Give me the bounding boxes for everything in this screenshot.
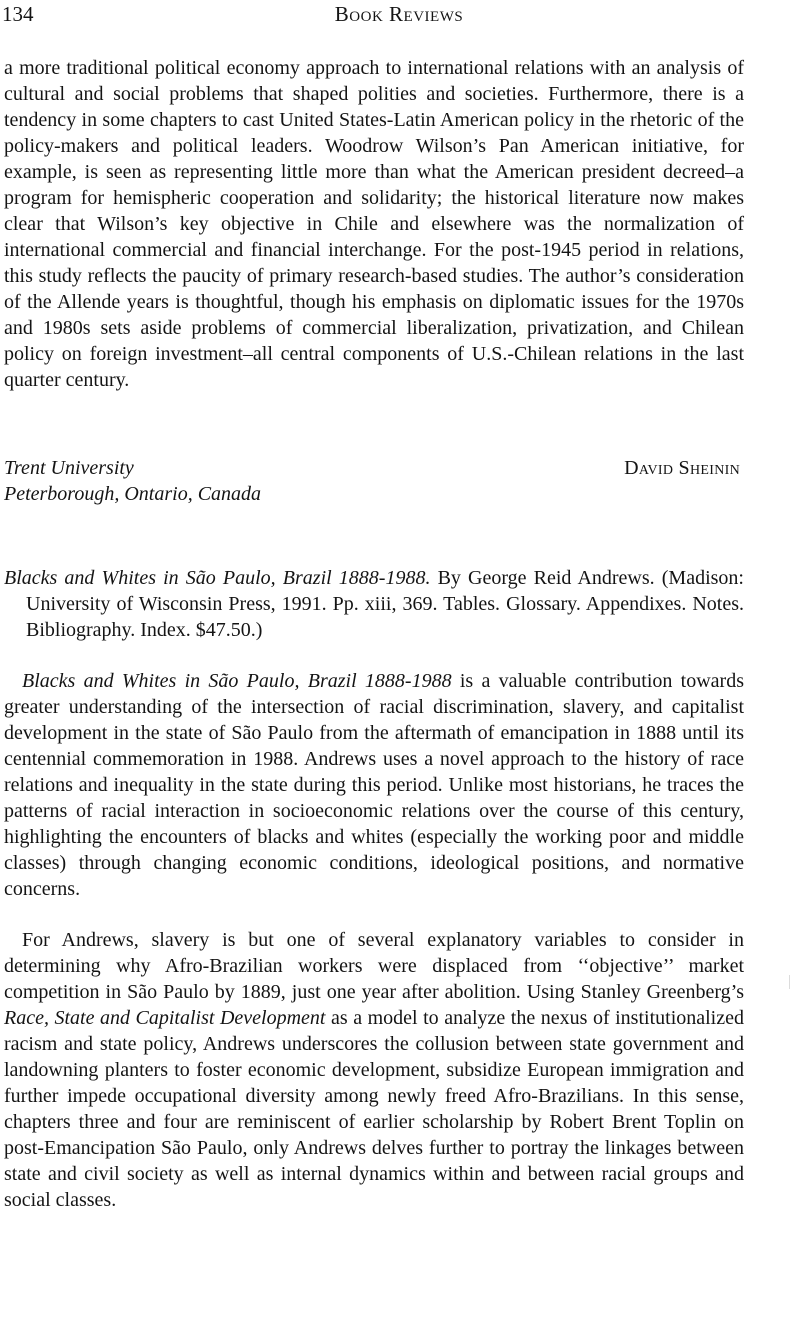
book-citation xyxy=(4,565,744,643)
review-book-title: Blacks and Whites in São Paulo, Brazil 1888-1988 xyxy=(22,670,452,692)
citation-details: By George Reid Andrews. (Madison: University of Wisconsin Press, 1991. Pp. xiii, 369. Tables. Glossary. Appendixes. Notes. Bibliography. Index. $47.50.) xyxy=(26,567,744,641)
reviewer-signature-block xyxy=(4,455,740,507)
review-paragraph-analysis xyxy=(4,927,744,1213)
running-head: Book Reviews xyxy=(334,2,464,26)
review-intro-text: is a valuable contribution towards greater understanding of the intersection of racial discrimination, slavery, and capitalist development in the state of São Paulo from the aftermath of emancipation in 1888 until its centennial commemoration in 1988. Andrews uses a novel approach to the history of race relations and inequality in the state during this period. Unlike most historians, he traces the patterns of racial interaction in socioeconomic relations over the course of this century, highlighting the encounters of blacks and whites (especially the working poor and middle classes) through changing economic conditions, ideological positions, and normative concerns. xyxy=(4,670,745,900)
page-number: 134 xyxy=(2,2,34,26)
analysis-text-before: For Andrews, slavery is but one of several explanatory variables to consider in determining why Afro-Brazilian workers were displaced from ‘‘objective’’ market competition in São Paulo by 1889, just one year after abolition. Using Stanley Greenberg’s xyxy=(4,929,744,1003)
reviewer-name: David Sheinin xyxy=(624,457,740,479)
reviewer-location: Peterborough, Ontario, Canada xyxy=(4,483,262,505)
reviewer-institution: Trent University xyxy=(4,457,134,479)
review-paragraph-intro xyxy=(4,668,744,902)
analysis-text-after: as a model to analyze the nexus of institutionalized racism and state policy, Andrews underscores the collusion between state government and landowning planters to foster economic development, subsidize European immigration and further impede occupational diversity among newly freed Afro-Brazilians. In this sense, chapters three and four are reminiscent of earlier scholarship by Robert Brent Toplin on post-Emancipation São Paulo, only Andrews delves further to portray the linkages between state and civil society as well as internal dynamics within and between racial groups and social classes. xyxy=(4,1007,744,1211)
review-paragraph-continued: a more traditional political economy approach to international relations with an analysis of cultural and social problems that shaped polities and societies. Furthermore, there is a tendency in some chapters to cast United States-Latin American policy in the rhetoric of the policy-makers and political leaders. Woodrow Wilson’s Pan American initiative, for example, is seen as representing little more than what the American president decreed–a program for hemispheric cooperation and solidarity; the historical literature now makes clear that Wilson’s key objective in Chile and elsewhere was the normalization of international commercial and financial interchange. For the post-1945 period in relations, this study reflects the paucity of primary research-based studies. The author’s consideration of the Allende years is thoughtful, though his emphasis on diplomatic issues for the 1970s and 1980s sets aside problems of commercial liberalization, privatization, and Chilean policy on foreign investment–all central components of U.S.-Chilean relations in the last quarter century. xyxy=(4,57,744,391)
scan-edge-mark xyxy=(789,975,790,989)
citation-book-title: Blacks and Whites in São Paulo, Brazil 1888-1988. xyxy=(4,567,431,589)
referenced-book-title: Race, State and Capitalist Development xyxy=(4,1007,326,1029)
page-header xyxy=(2,0,796,28)
